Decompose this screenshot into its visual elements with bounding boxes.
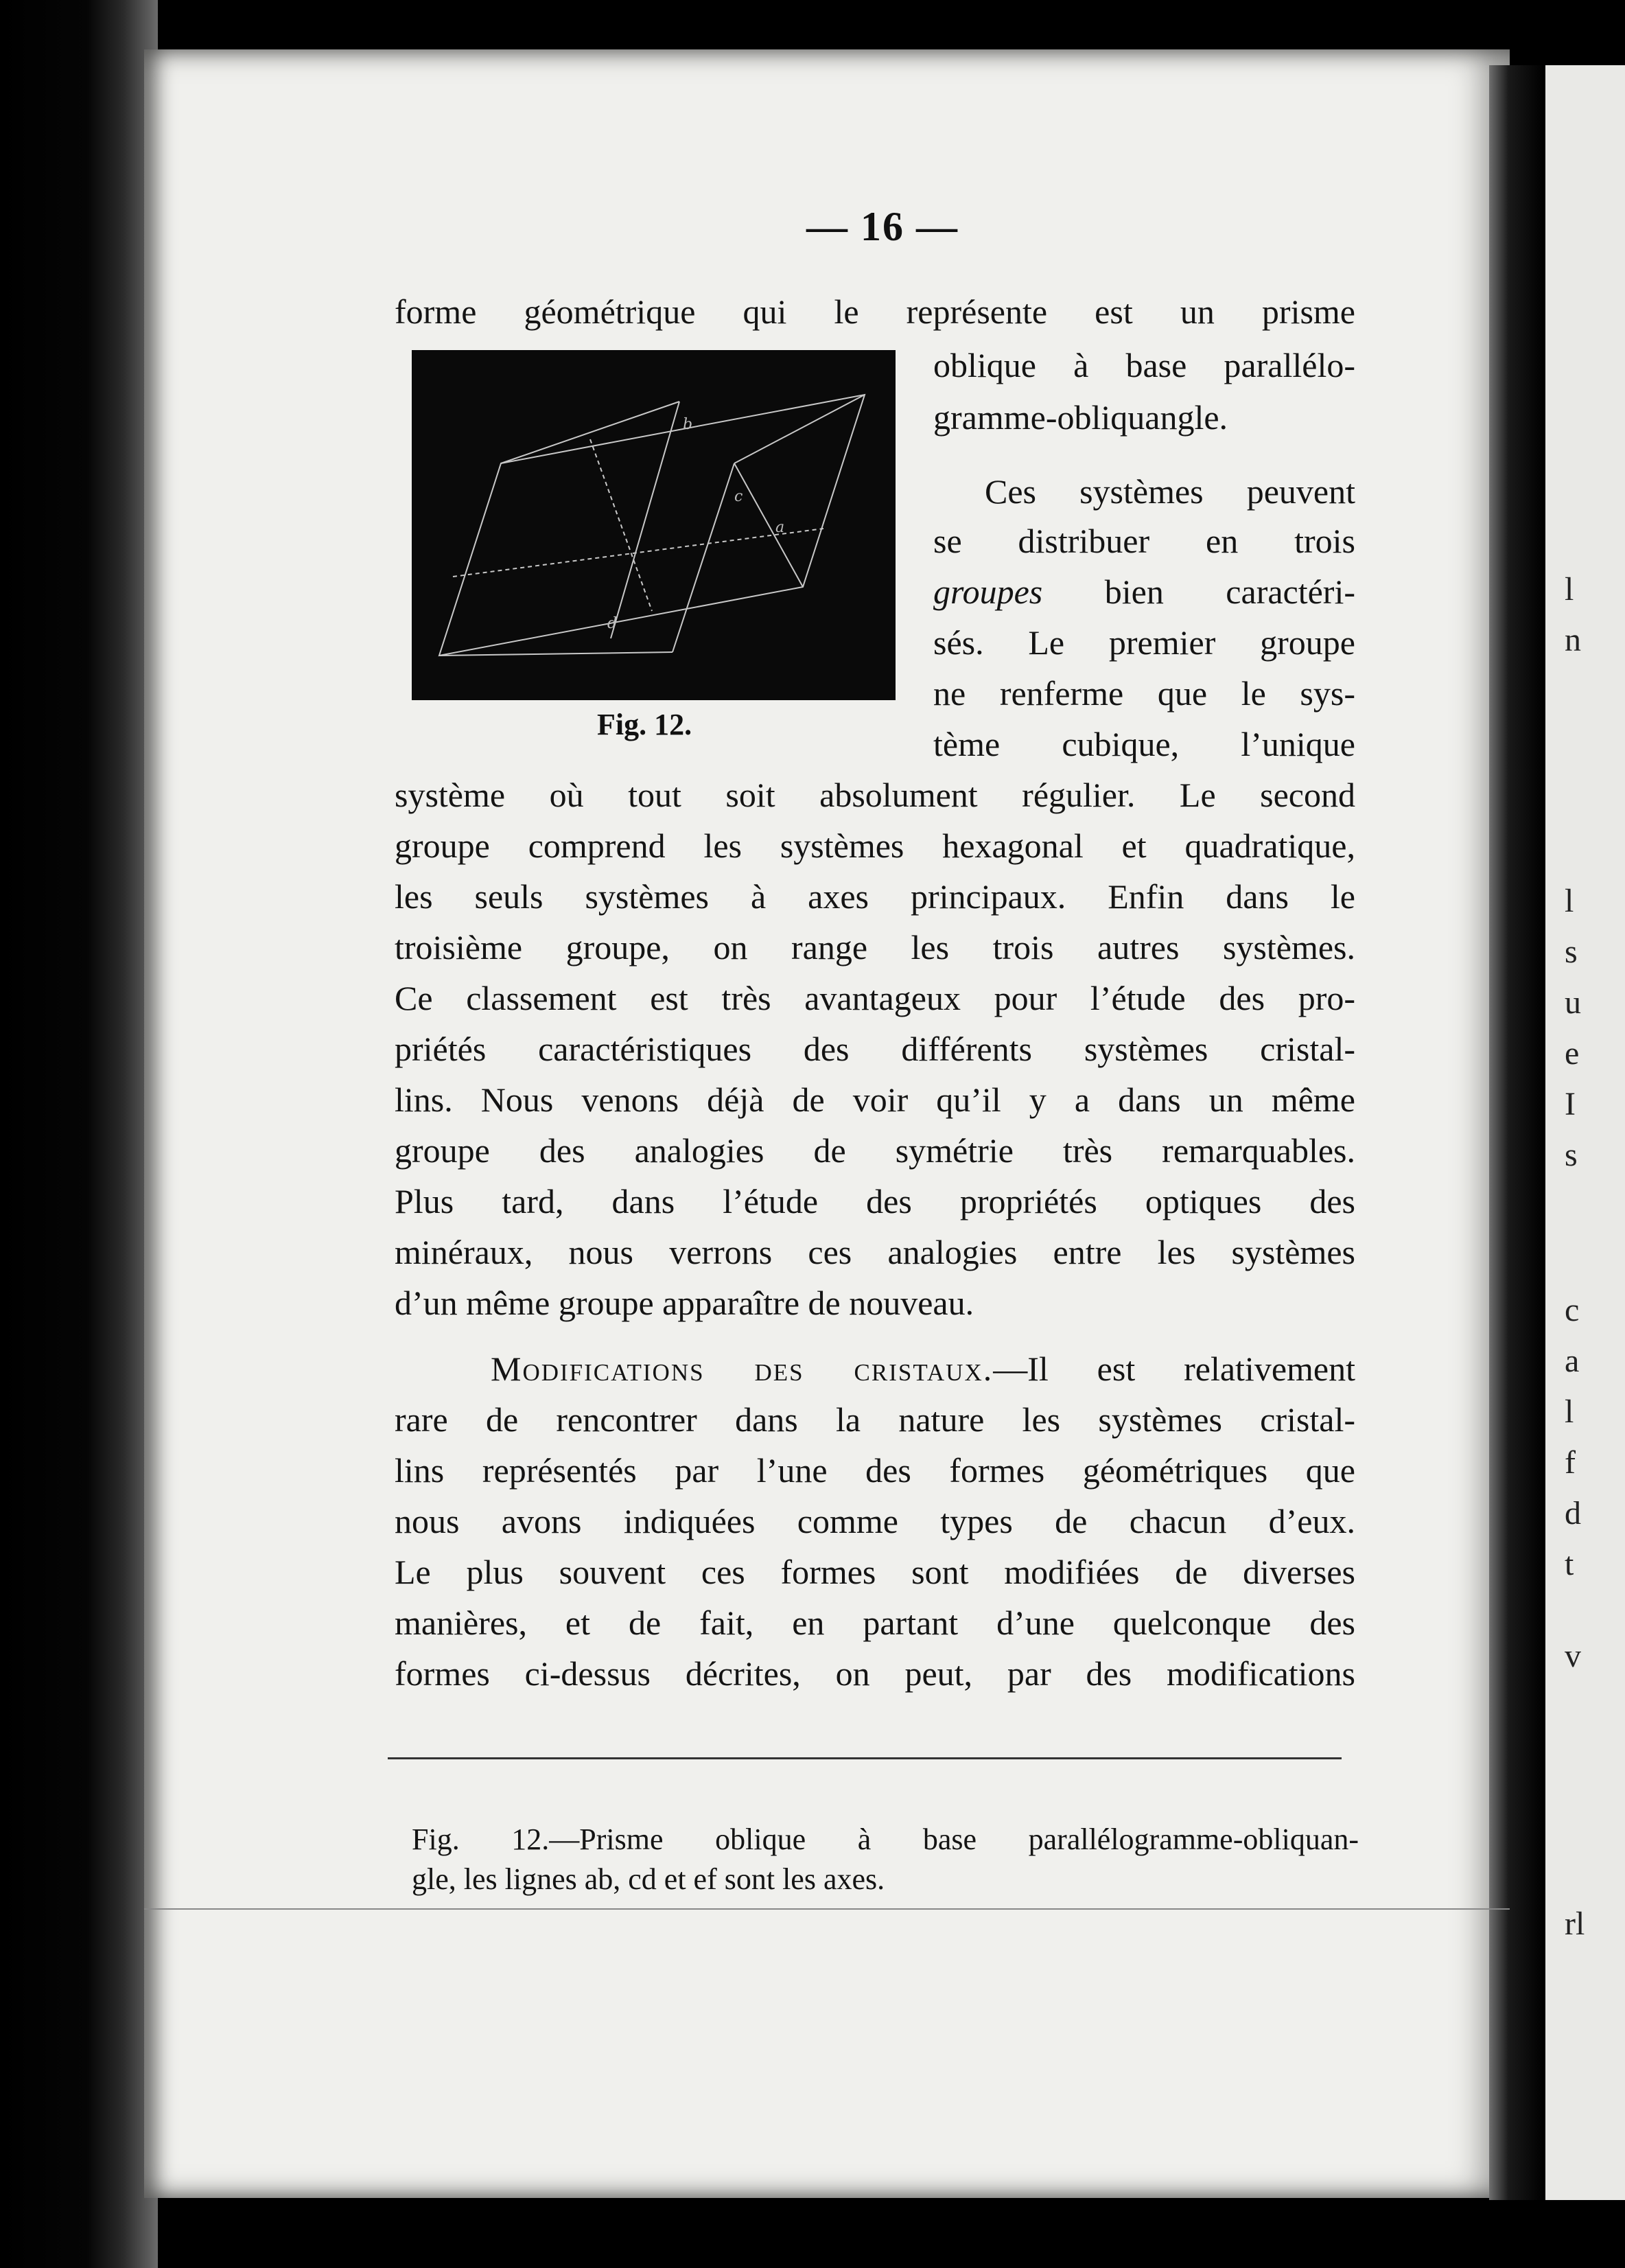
axis-label-a: a bbox=[775, 519, 785, 536]
text-line: minéraux, nous verrons ces analogies entre les systèmes bbox=[395, 1233, 1355, 1271]
text-line: d’un même groupe apparaître de nouveau. bbox=[395, 1284, 974, 1322]
edge-letter: l bbox=[1565, 571, 1574, 608]
text-line: lins représentés par l’une des formes géométriques que bbox=[395, 1451, 1355, 1490]
text-line: groupes bien caractéri- bbox=[933, 572, 1355, 611]
edge-letter: e bbox=[1565, 1035, 1580, 1072]
axis-label-c: c bbox=[734, 488, 743, 505]
edge-letter: s bbox=[1565, 1137, 1578, 1173]
axis-label-d: d bbox=[607, 615, 618, 632]
edge-letter: v bbox=[1565, 1638, 1581, 1674]
edge-letter: rl bbox=[1565, 1906, 1585, 1942]
figure-caption-label: Fig. 12. bbox=[597, 708, 692, 741]
text-line: troisième groupe, on range les trois autres systèmes. bbox=[395, 928, 1355, 967]
left-binding-shadow bbox=[0, 0, 158, 2268]
text-line: Ces systèmes peuvent bbox=[985, 472, 1355, 511]
edge-letter: a bbox=[1565, 1343, 1580, 1379]
text-line: oblique à base parallélo- bbox=[933, 346, 1355, 384]
edge-letter: c bbox=[1565, 1292, 1580, 1328]
text-line: rare de rencontrer dans la nature les systèmes cristal- bbox=[395, 1400, 1355, 1439]
section-text: —Il est relativement bbox=[993, 1350, 1355, 1388]
text-line: formes ci-dessus décrites, on peut, par des modifications bbox=[395, 1654, 1355, 1693]
edge-letter: u bbox=[1565, 984, 1581, 1021]
text-line: tème cubique, l’unique bbox=[933, 725, 1355, 763]
page-bottom-line bbox=[144, 1908, 1510, 1910]
text-line: groupe comprend les systèmes hexagonal et quadratique, bbox=[395, 826, 1355, 865]
edge-letter: s bbox=[1565, 934, 1578, 970]
text-line: sés. Le premier groupe bbox=[933, 623, 1355, 662]
text-line: gramme-obliquangle. bbox=[933, 398, 1228, 437]
page-number: — 16 — bbox=[806, 204, 959, 249]
text-line: les seuls systèmes à axes principaux. Enfin dans le bbox=[395, 877, 1355, 916]
text-line: ne renferme que le sys- bbox=[933, 674, 1355, 713]
oblique-prism-diagram bbox=[412, 350, 896, 700]
section-heading: Modifications des cristaux. bbox=[491, 1350, 994, 1388]
prism-figure bbox=[412, 350, 896, 700]
text-line: Plus tard, dans l’étude des propriétés optiques des bbox=[395, 1182, 1355, 1220]
axis-label-b: b bbox=[683, 416, 693, 433]
text-line: nous avons indiquées comme types de chacun d’eux. bbox=[395, 1502, 1355, 1540]
text-line: Le plus souvent ces formes sont modifiées de diverses bbox=[395, 1553, 1355, 1591]
facing-page-edge bbox=[1545, 65, 1625, 2200]
edge-letter: t bbox=[1565, 1546, 1574, 1582]
text-line: priétés caractéristiques des différents systèmes cristal- bbox=[395, 1030, 1355, 1068]
edge-letter: I bbox=[1565, 1086, 1576, 1122]
text-line: se distribuer en trois bbox=[933, 522, 1355, 560]
text-line: manières, et de fait, en partant d’une quelconque des bbox=[395, 1604, 1355, 1642]
footnote-line: Fig. 12.—Prisme oblique à base parallélogramme-obliquan- bbox=[412, 1822, 1359, 1856]
text-line: lins. Nous venons déjà de voir qu’il y a dans un même bbox=[395, 1080, 1355, 1119]
italic-word: groupes bbox=[933, 572, 1043, 611]
footnote-line: gle, les lignes ab, cd et ef sont les axes. bbox=[412, 1862, 885, 1896]
edge-letter: l bbox=[1565, 1393, 1574, 1430]
edge-letter: f bbox=[1565, 1444, 1576, 1481]
edge-letter: l bbox=[1565, 883, 1574, 919]
edge-letter: n bbox=[1565, 622, 1581, 658]
text-line: forme géométrique qui le représente est un prisme bbox=[395, 292, 1355, 331]
right-binding-shadow bbox=[1489, 65, 1544, 2200]
text-line bbox=[395, 1344, 1355, 1393]
footnote-rule bbox=[388, 1757, 1342, 1759]
edge-letter: d bbox=[1565, 1495, 1581, 1531]
text-line: système où tout soit absolument régulier. Le second bbox=[395, 776, 1355, 814]
text-line: Ce classement est très avantageux pour l’étude des pro- bbox=[395, 979, 1355, 1017]
text-line: groupe des analogies de symétrie très remarquables. bbox=[395, 1131, 1355, 1170]
